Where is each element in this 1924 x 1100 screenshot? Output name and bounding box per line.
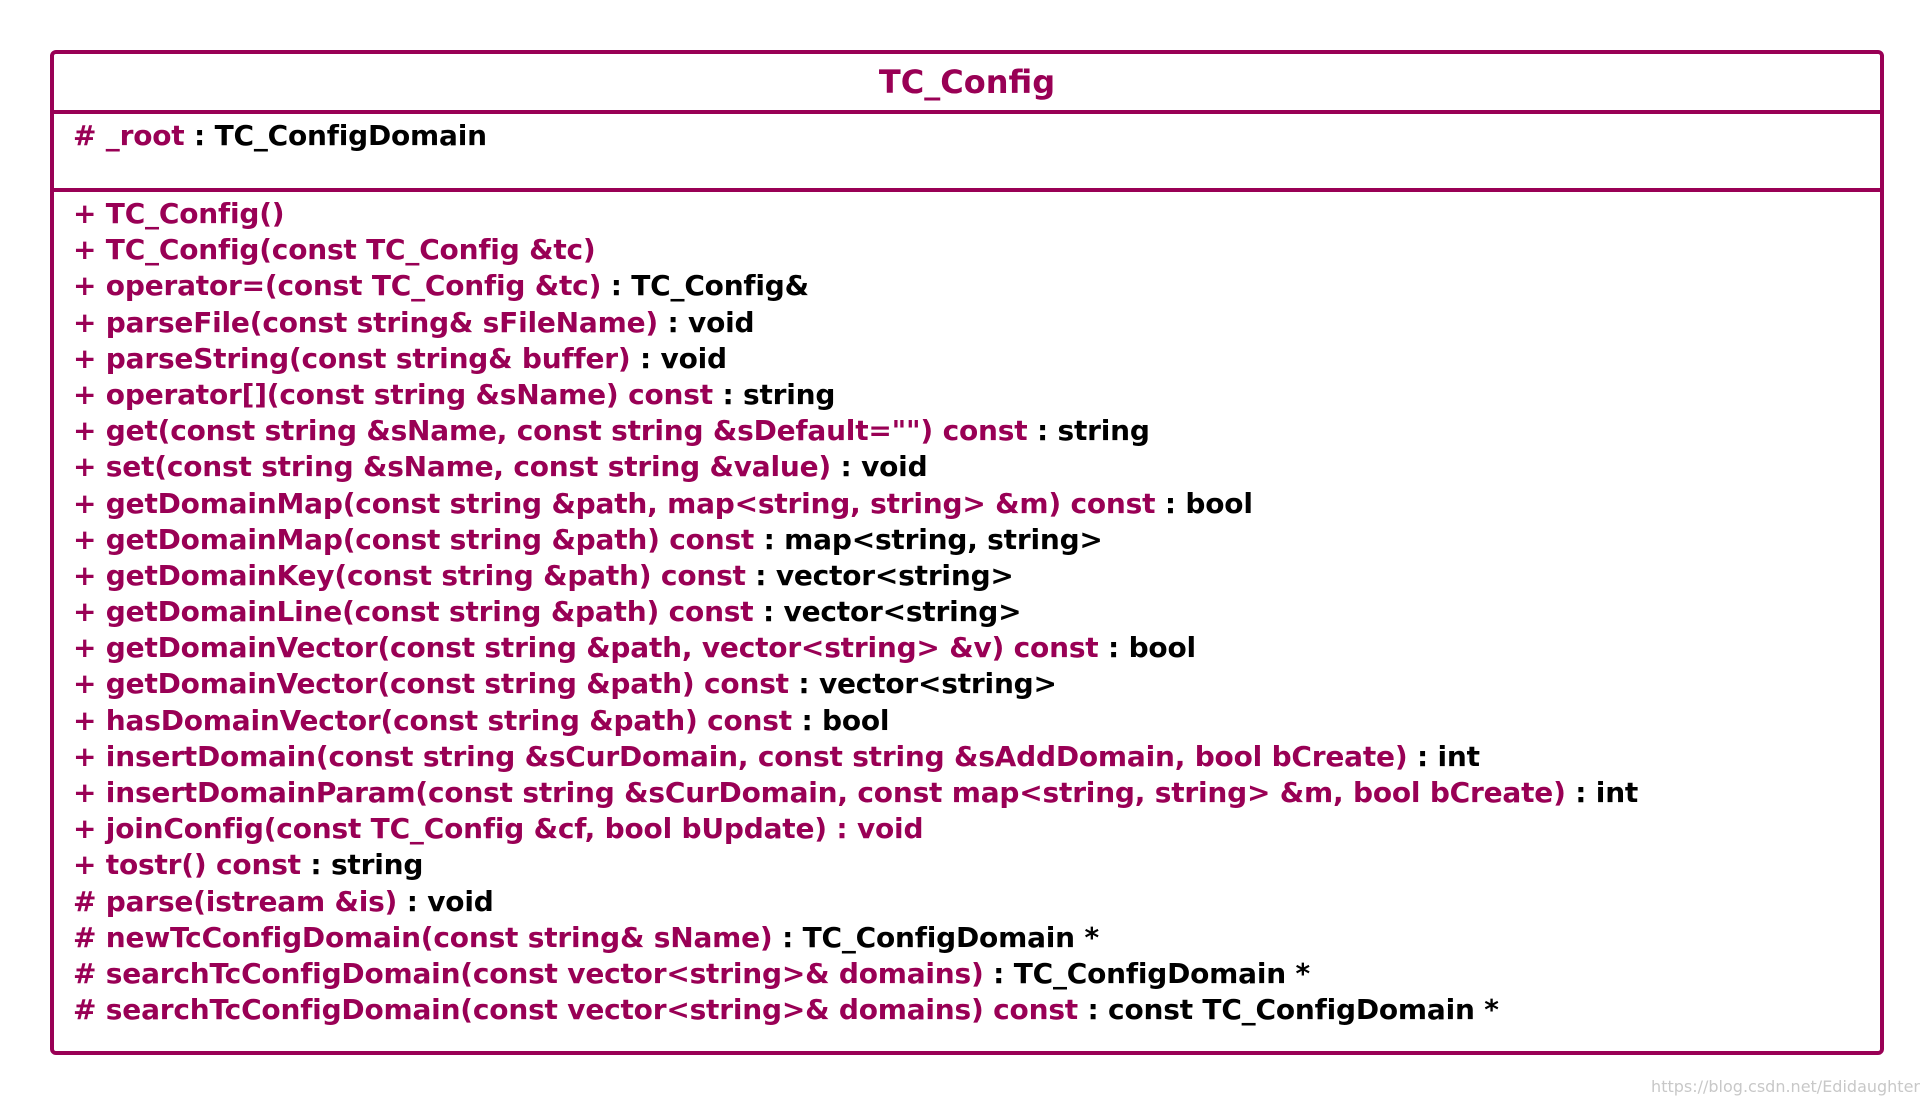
operation-row xyxy=(73,739,1880,775)
member-signature: + getDomainVector(const string &path) const xyxy=(73,667,789,701)
member-signature: + set(const string &sName, const string &value) xyxy=(73,450,831,484)
member-signature: # searchTcConfigDomain(const vector<string>& domains) const xyxy=(73,993,1078,1027)
operation-row xyxy=(73,847,1880,883)
member-type: : string xyxy=(300,848,424,882)
member-type: : bool xyxy=(1098,631,1196,665)
member-type: : TC_ConfigDomain * xyxy=(983,956,1310,990)
member-signature: + get(const string &sName, const string &sDefault="") const xyxy=(73,414,1028,448)
member-signature: + hasDomainVector(const string &path) const xyxy=(73,703,792,737)
class-name: TC_Config xyxy=(54,54,1880,114)
member-signature: + getDomainMap(const string &path) const xyxy=(73,522,755,556)
operation-row xyxy=(73,268,1880,304)
uml-class-box xyxy=(50,50,1884,1055)
operations-compartment xyxy=(54,192,1880,1028)
member-type: : void xyxy=(397,884,494,918)
operation-row xyxy=(73,486,1880,522)
operation-row xyxy=(73,703,1880,739)
member-type: : void xyxy=(657,305,755,339)
member-signature: + joinConfig(const TC_Config &cf, bool bUpdate) : void xyxy=(73,812,924,846)
member-signature: # _root xyxy=(73,119,185,152)
member-type: : bool xyxy=(791,703,890,737)
operation-row xyxy=(73,594,1880,630)
operation-row xyxy=(73,377,1880,413)
operation-row xyxy=(73,811,1880,847)
operation-row xyxy=(73,449,1880,485)
operation-row xyxy=(73,341,1880,377)
member-signature: # parse(istream &is) xyxy=(73,884,398,918)
member-signature: + TC_Config(const TC_Config &tc) xyxy=(73,233,596,267)
member-signature: + getDomainVector(const string &path, vector<string> &v) const xyxy=(73,631,1099,665)
member-type: : bool xyxy=(1155,486,1253,520)
operation-row xyxy=(73,305,1880,341)
operation-row xyxy=(73,884,1880,920)
member-signature: + parseString(const string& buffer) xyxy=(73,341,631,375)
operation-row xyxy=(73,992,1880,1028)
member-signature: + getDomainKey(const string &path) const xyxy=(73,558,746,592)
operation-row xyxy=(73,232,1880,268)
member-signature: + tostr() const xyxy=(73,848,301,882)
member-signature: # searchTcConfigDomain(const vector<string>& domains) xyxy=(73,956,984,990)
member-type: : vector<string> xyxy=(788,667,1057,701)
member-signature: + operator[](const string &sName) const xyxy=(73,377,713,411)
member-type: : TC_Config& xyxy=(601,269,809,303)
member-type: : string xyxy=(712,377,836,411)
member-type: : TC_ConfigDomain * xyxy=(772,920,1099,954)
operation-row xyxy=(73,522,1880,558)
member-type: : vector<string> xyxy=(753,595,1022,629)
member-signature: + parseFile(const string& sFileName) xyxy=(73,305,658,339)
member-signature: + operator=(const TC_Config &tc) xyxy=(73,269,602,303)
member-type: : const TC_ConfigDomain * xyxy=(1077,993,1499,1027)
member-type: : string xyxy=(1027,414,1150,448)
member-type: : vector<string> xyxy=(745,558,1014,592)
member-type: : int xyxy=(1565,776,1639,809)
operation-row xyxy=(73,413,1880,449)
operation-row xyxy=(73,775,1880,811)
operation-row xyxy=(73,920,1880,956)
watermark: https://blog.csdn.net/Edidaughter xyxy=(1651,1077,1920,1096)
operation-row xyxy=(73,630,1880,666)
member-signature: + insertDomain(const string &sCurDomain, const string &sAddDomain, bool bCreate) xyxy=(73,739,1408,773)
member-type: : void xyxy=(831,450,928,484)
member-signature: + insertDomainParam(const string &sCurDomain, const map<string, string> &m, bool bCreate) xyxy=(73,776,1566,809)
member-type: : int xyxy=(1407,739,1480,773)
attribute-row xyxy=(73,118,1880,154)
member-signature: # newTcConfigDomain(const string& sName) xyxy=(73,920,773,954)
operation-row xyxy=(73,956,1880,992)
operation-row xyxy=(73,558,1880,594)
operation-row xyxy=(73,196,1880,232)
member-type: : void xyxy=(630,341,727,375)
member-type: : TC_ConfigDomain xyxy=(184,119,487,152)
attributes-compartment xyxy=(54,114,1880,192)
member-signature: + getDomainLine(const string &path) const xyxy=(73,595,754,629)
member-signature: + getDomainMap(const string &path, map<string, string> &m) const xyxy=(73,486,1156,520)
member-signature: + TC_Config() xyxy=(73,197,285,230)
member-type: : map<string, string> xyxy=(754,522,1103,556)
operation-row xyxy=(73,666,1880,702)
